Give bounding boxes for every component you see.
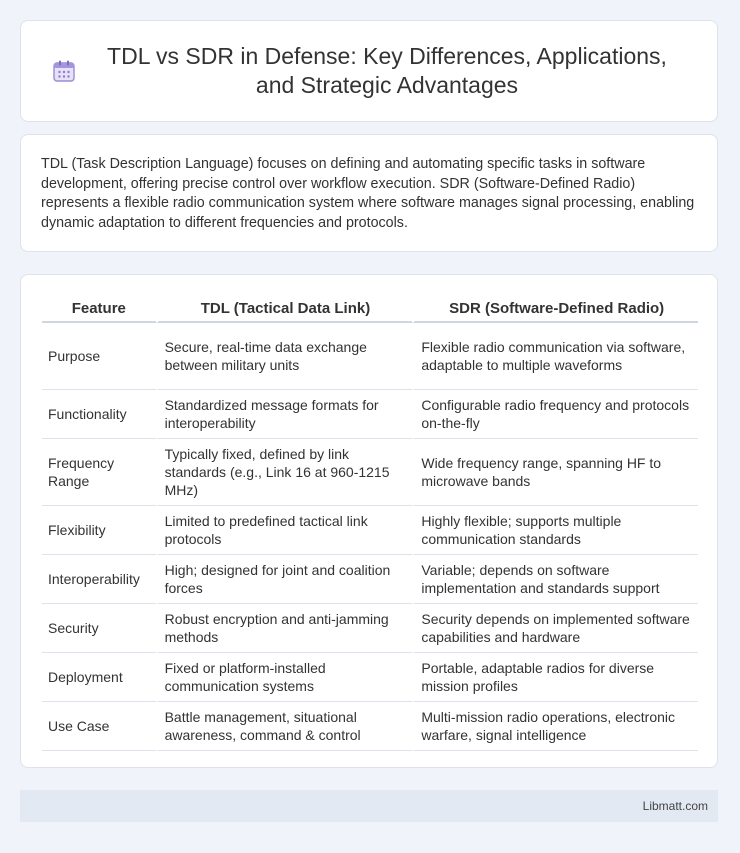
tdl-cell: Secure, real-time data exchange between military units [156,323,413,390]
calendar-icon [51,58,77,84]
header-feature: Feature [42,295,156,323]
feature-cell: Flexibility [42,506,156,555]
title-card [20,20,718,122]
table-row [42,604,698,653]
feature-cell: Use Case [42,702,156,751]
feature-cell: Interoperability [42,555,156,604]
table-row [42,323,698,390]
tdl-cell: Standardized message formats for interoperability [156,390,413,439]
feature-cell: Purpose [42,323,156,390]
sdr-cell: Variable; depends on software implementation and standards support [412,555,698,604]
table-row [42,506,698,555]
intro-paragraph: TDL (Task Description Language) focuses on defining and automating specific tasks in software development, offering precise control over workflow execution. SDR (Software-Defined Radio) represents a flexible radio communication system where software manages signal processing, enabling dynamic adaptation to different frequencies and protocols. [41,156,695,231]
feature-cell: Deployment [42,653,156,702]
tdl-cell: High; designed for joint and coalition forces [156,555,413,604]
sdr-cell: Highly flexible; supports multiple communication standards [412,506,698,555]
sdr-cell: Multi-mission radio operations, electronic warfare, signal intelligence [412,702,698,751]
table-header-row [42,295,698,323]
footer [20,790,718,822]
title-row [51,42,687,100]
tdl-cell: Robust encryption and anti-jamming methods [156,604,413,653]
tdl-cell: Typically fixed, defined by link standards (e.g., Link 16 at 960-1215 MHz) [156,439,413,506]
table-row [42,390,698,439]
header-tdl: TDL (Tactical Data Link) [156,295,413,323]
table-row [42,653,698,702]
tdl-cell: Fixed or platform-installed communication systems [156,653,413,702]
sdr-cell: Flexible radio communication via software, adaptable to multiple waveforms [412,323,698,390]
sdr-cell: Portable, adaptable radios for diverse mission profiles [412,653,698,702]
feature-cell: Security [42,604,156,653]
sdr-cell: Configurable radio frequency and protocols on-the-fly [412,390,698,439]
footer-brand-link[interactable]: Libmatt.com [642,799,708,813]
header-sdr: SDR (Software-Defined Radio) [412,295,698,323]
feature-cell: Frequency Range [42,439,156,506]
table-row [42,702,698,751]
tdl-cell: Battle management, situational awareness, command & control [156,702,413,751]
table-row [42,439,698,506]
comparison-card [20,274,718,768]
intro-card [20,134,718,252]
sdr-cell: Security depends on implemented software capabilities and hardware [412,604,698,653]
table-row [42,555,698,604]
tdl-cell: Limited to predefined tactical link protocols [156,506,413,555]
comparison-table [42,295,698,751]
page-title: TDL vs SDR in Defense: Key Differences, Applications, and Strategic Advantages [107,43,667,98]
feature-cell: Functionality [42,390,156,439]
sdr-cell: Wide frequency range, spanning HF to microwave bands [412,439,698,506]
